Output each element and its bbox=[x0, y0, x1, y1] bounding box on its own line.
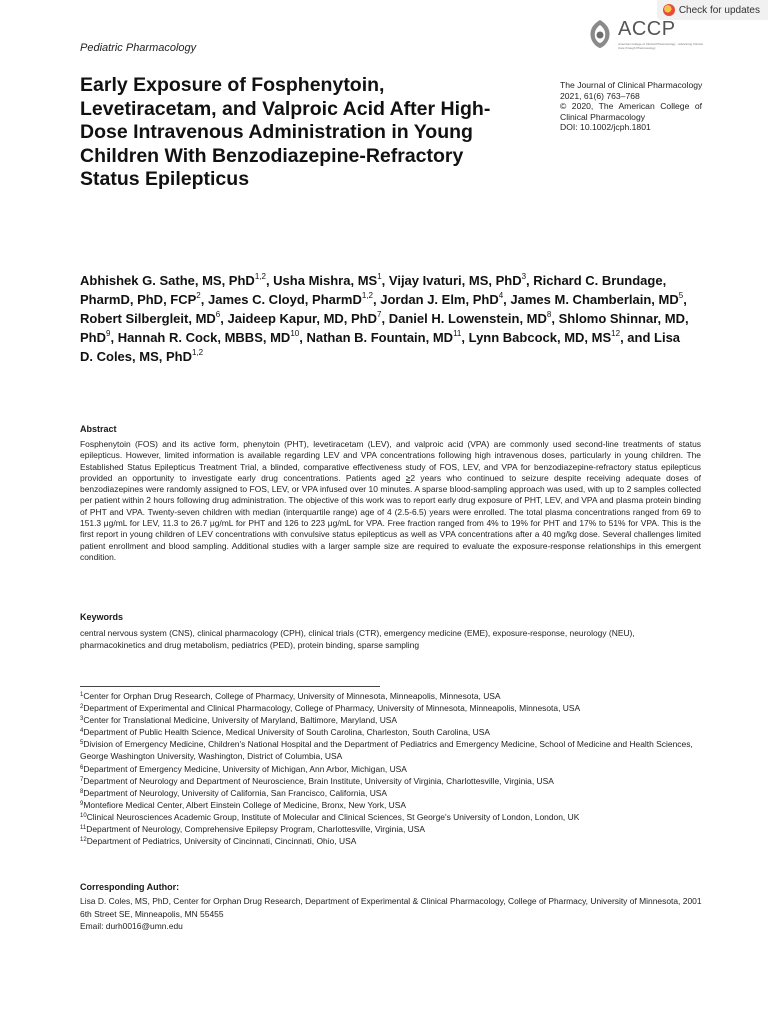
author-entry bbox=[80, 311, 227, 326]
corresponding-author-email[interactable]: Email: durh0016@umn.edu bbox=[80, 921, 183, 932]
affiliation-item bbox=[80, 702, 705, 714]
author-name[interactable]: Lynn Babcock, MD, MS bbox=[468, 330, 612, 345]
author-separator: , bbox=[381, 273, 389, 288]
author-separator: , bbox=[373, 292, 381, 307]
author-entry bbox=[80, 273, 273, 288]
journal-info bbox=[560, 80, 702, 133]
author-affiliation-number: 2 bbox=[196, 291, 201, 300]
author-affiliation-number: 5 bbox=[678, 291, 684, 300]
author-entry bbox=[510, 292, 686, 307]
article-title: Early Exposure of Fosphenytoin, Levetiracetam, and Valproic Acid After High-Dose Intravenous Administration in Young Children With Benzodiazepine-Refractory Status Epilepticus bbox=[80, 74, 491, 190]
accp-logo-text: ACCP bbox=[618, 18, 676, 40]
author-separator: , bbox=[220, 311, 228, 326]
affiliation-number: 12 bbox=[80, 837, 87, 844]
author-affiliation-number: 11 bbox=[453, 329, 462, 338]
author-entry bbox=[389, 311, 559, 326]
affiliation-text: Department of Neurology, Comprehensive Epilepsy Program, Charlottesville, Virginia, USA bbox=[86, 824, 425, 835]
author-entry bbox=[227, 311, 388, 326]
journal-name: The Journal of Clinical Pharmacology bbox=[560, 80, 703, 90]
affiliation-text: Montefiore Medical Center, Albert Einstein College of Medicine, Bronx, New York, USA bbox=[83, 799, 407, 810]
affiliation-list bbox=[80, 690, 705, 847]
author-affiliation-number: 4 bbox=[498, 291, 504, 300]
abstract-body bbox=[80, 439, 701, 563]
journal-citation: 2021, 61(6) 763–768 bbox=[560, 90, 640, 101]
check-for-updates-label: Check for updates bbox=[678, 4, 760, 16]
affiliation-item bbox=[80, 811, 705, 823]
keywords-heading: Keywords bbox=[80, 612, 124, 622]
author-affiliation-number: 8 bbox=[546, 310, 552, 319]
author-entry bbox=[389, 273, 533, 288]
corresponding-author-block bbox=[80, 895, 705, 933]
author-affiliation-number: 1,2 bbox=[254, 272, 266, 281]
author-name[interactable]: Shlomo Shinnar, MD, PhD bbox=[80, 311, 689, 345]
author-name[interactable]: James C. Cloyd, PharmD bbox=[207, 292, 362, 307]
author-name[interactable]: Jaideep Kapur, MD, PhD bbox=[227, 311, 378, 326]
affiliation-number: 10 bbox=[80, 812, 87, 819]
affiliation-text: Clinical Neurosciences Academic Group, Institute of Molecular and Clinical Sciences, St George's University of London, London, UK bbox=[86, 811, 580, 822]
affiliation-item bbox=[80, 835, 705, 847]
author-affiliation-number: 3 bbox=[521, 272, 527, 281]
author-name[interactable]: and Lisa D. Coles, MS, PhD bbox=[80, 330, 681, 364]
author-separator: , bbox=[526, 273, 534, 288]
abstract-heading: Abstract bbox=[80, 424, 117, 434]
affiliation-number: 9 bbox=[80, 800, 84, 807]
affiliation-item bbox=[80, 787, 705, 799]
author-entry bbox=[380, 292, 510, 307]
author-affiliation-number: 1,2 bbox=[191, 348, 204, 357]
author-name[interactable]: Abhishek G. Sathe, MS, PhD bbox=[80, 273, 255, 288]
affiliation-number: 3 bbox=[80, 716, 84, 723]
author-entry bbox=[118, 330, 307, 345]
affiliation-item bbox=[80, 823, 705, 835]
author-affiliation-number: 1 bbox=[377, 272, 382, 281]
author-separator: , bbox=[381, 311, 389, 326]
keywords-text: central nervous system (CNS), clinical pharmacology (CPH), clinical trials (CTR), emergency medicine (EME), exposure-response, neurology (NEU), pharmacokinetics and drug metabolism, pediatrics (PED), protein binding, sparse sampling bbox=[80, 628, 635, 650]
author-entry bbox=[469, 330, 628, 345]
author-separator: , bbox=[620, 330, 628, 345]
author-entry bbox=[208, 292, 380, 307]
affiliation-number: 5 bbox=[80, 740, 84, 747]
accp-logo-icon bbox=[585, 18, 615, 50]
affiliation-item bbox=[80, 690, 705, 702]
abstract-text-part: 2 years who continued to seizure despite receiving adequate doses of benzodiazepines were randomly assigned to FOS, LEV, or VPA infused over 10 minutes. A sparse blood-sampling approach was used, with up to 2 samples collected per patient within 2 hours following drug administration. The objective of this work was to report early drug exposure of PHT, LEV, and VPA and plasma protein binding of PHT and VPA. Twenty-seven children with median (interquartile range) age of 4 (2.5-6.5) years were enrolled. The total plasma concentrations ranged from 69 to 151.3 μg/mL for LEV, 11.3 to 26.7 μg/mL for PHT and 126 to 223 μg/mL for VPA. Free fraction ranged from 4% to 19% for PHT and 17% to 51% for VPA. This is the first report in young children of LEV concentrations with convulsive status epilepticus as well as VPA concentrations after a 40 mg/kg dose. Several challenges limited patient enrollment and blood sampling. Additional studies with a larger sample size are required to evaluate the exposure-response relationships in this emergent condition. bbox=[80, 472, 701, 562]
abstract-symbol: ≥ bbox=[405, 472, 411, 483]
footnote-divider bbox=[80, 686, 380, 687]
author-name[interactable]: Richard C. Brundage, PharmD, PhD, FCP bbox=[80, 273, 667, 307]
affiliation-item bbox=[80, 799, 705, 811]
author-separator: , bbox=[110, 330, 118, 345]
author-name[interactable]: Vijay Ivaturi, MS, PhD bbox=[388, 273, 522, 288]
affiliation-text: Division of Emergency Medicine, Children's National Hospital and the Department of Pediatrics and Emergency Medicine, School of Medicine and Health Sciences, George Washington University, Washington, District of Columbia, USA bbox=[80, 739, 693, 762]
affiliation-item bbox=[80, 726, 705, 738]
affiliation-number: 11 bbox=[80, 825, 87, 832]
affiliation-text: Department of Neurology, University of California, San Francisco, California, USA bbox=[83, 787, 388, 798]
author-name[interactable]: Jordan J. Elm, PhD bbox=[380, 292, 499, 307]
section-label: Pediatric Pharmacology bbox=[80, 42, 197, 54]
affiliation-number: 4 bbox=[80, 728, 84, 735]
journal-copyright: © 2020, The American College of Clinical Pharmacology bbox=[560, 101, 702, 122]
affiliation-number: 8 bbox=[80, 788, 84, 795]
affiliation-number: 2 bbox=[80, 704, 84, 711]
corresponding-author-text: Lisa D. Coles, MS, PhD, Center for Orphan Drug Research, Department of Experimental & Clinical Pharmacology, College of Pharmacy, University of Minnesota, 2001 6th Street SE, Minneapolis, MN 55455 bbox=[80, 896, 702, 919]
author-name[interactable]: Daniel H. Lowenstein, MD bbox=[388, 311, 547, 326]
author-name[interactable]: Robert Silbergleit, MD bbox=[80, 311, 216, 326]
affiliation-text: Department of Public Health Science, Medical University of South Carolina, Charleston, South Carolina, USA bbox=[83, 727, 490, 738]
author-name[interactable]: Hannah R. Cock, MBBS, MD bbox=[117, 330, 291, 345]
author-affiliation-number: 1,2 bbox=[361, 291, 373, 300]
affiliation-item bbox=[80, 738, 705, 762]
journal-doi[interactable]: DOI: 10.1002/jcph.1801 bbox=[560, 122, 651, 133]
author-separator: , bbox=[200, 292, 208, 307]
author-separator: , bbox=[683, 292, 687, 307]
affiliation-text: Department of Pediatrics, University of Cincinnati, Cincinnati, Ohio, USA bbox=[86, 836, 357, 847]
affiliation-text: Department of Experimental and Clinical Pharmacology, College of Pharmacy, University of Minnesota, Minneapolis, Minnesota, USA bbox=[83, 703, 581, 714]
affiliation-number: 7 bbox=[80, 776, 84, 783]
accp-logo-subtext: American College of Clinical Pharmacology · Advancing Clinical Care through Pharmacology bbox=[618, 42, 703, 50]
author-affiliation-number: 12 bbox=[611, 329, 621, 338]
author-affiliation-number: 7 bbox=[377, 310, 382, 319]
author-separator: , bbox=[265, 273, 274, 288]
affiliation-text: Center for Translational Medicine, University of Maryland, Baltimore, Maryland, USA bbox=[83, 715, 398, 726]
author-affiliation-number: 10 bbox=[290, 329, 300, 338]
abstract-text-part: Fosphenytoin (FOS) and its active form, phenytoin (PHT), levetiracetam (LEV), and valproic acid (VPA) are commonly used second-line treatments of status epilepticus. However, limited information is available regarding LEV and VPA concentrations following high intravenous doses, particularly in young children. The Established Status Epilepticus Treatment Trial, a blinded, comparative effectiveness study of FOS, LEV, and VPA for benzodiazepine-refractory status epilepticus provided an opportunity to investigate early drug concentrations. Patients aged bbox=[80, 439, 701, 483]
affiliation-number: 6 bbox=[80, 764, 84, 771]
author-affiliation-number: 6 bbox=[215, 310, 221, 319]
author-entry bbox=[306, 330, 468, 345]
author-list bbox=[80, 271, 690, 366]
author-name[interactable]: James M. Chamberlain, MD bbox=[510, 292, 679, 307]
affiliation-item bbox=[80, 775, 705, 787]
affiliation-item bbox=[80, 763, 705, 775]
author-separator: , bbox=[503, 292, 511, 307]
author-separator: , bbox=[551, 311, 559, 326]
affiliation-number: 1 bbox=[80, 692, 84, 698]
affiliation-text: Department of Emergency Medicine, University of Michigan, Ann Arbor, Michigan, USA bbox=[83, 763, 407, 774]
corresponding-author-heading: Corresponding Author: bbox=[80, 882, 180, 892]
updates-icon bbox=[663, 4, 675, 16]
author-separator: , bbox=[461, 330, 469, 345]
check-for-updates-button[interactable] bbox=[657, 0, 768, 20]
affiliation-text: Center for Orphan Drug Research, College of Pharmacy, University of Minnesota, Minneapolis, Minnesota, USA bbox=[83, 691, 501, 701]
author-separator: , bbox=[299, 330, 307, 345]
affiliation-item bbox=[80, 714, 705, 726]
author-entry bbox=[273, 273, 389, 288]
author-name[interactable]: Usha Mishra, MS bbox=[273, 273, 378, 288]
author-name[interactable]: Nathan B. Fountain, MD bbox=[306, 330, 454, 345]
author-affiliation-number: 9 bbox=[106, 329, 111, 338]
affiliation-text: Department of Neurology and Department of Neuroscience, Brain Institute, University of Virginia, Charlottesville, Virginia, USA bbox=[83, 775, 554, 786]
